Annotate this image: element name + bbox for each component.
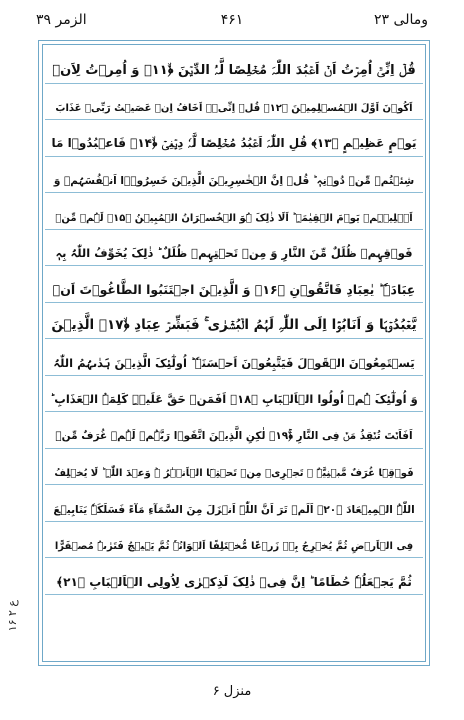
verse-line-text: شِئۡتُمۡ مِّنۡ دُوۡنِہٖ ؕ قُلۡ اِنَّ الۡخٰسِرِیۡنَ الَّذِیۡنَ خَسِرُوۡۤا اَنۡفُسَہُمۡ وَ: [53, 175, 415, 187]
verse-line-text: یَّعۡبُدُوۡہَا وَ اَنَابُوۡۤا اِلَی اللّٰہِ لَہُمُ الۡبُشۡرٰی ۚ فَبَشِّرۡ عِبَادِ ﴿ۙ۱۷﴾ الَّذِیۡنَ: [51, 317, 417, 333]
verse-line: [45, 558, 423, 595]
manzil-label: منزل ۶: [212, 684, 252, 699]
page-header: [0, 0, 464, 40]
verse-line: [45, 193, 423, 230]
verse-line: [45, 84, 423, 121]
verse-line: [45, 485, 423, 522]
verse-line: [45, 47, 423, 84]
verse-line-text: فَوۡقِہِمۡ ظُلَلٌ مِّنَ النَّارِ وَ مِنۡ تَحۡتِہِمۡ ظُلَلٌ ؕ ذٰلِکَ یُخَوِّفُ اللّٰہُ بِہٖ: [55, 246, 413, 260]
verse-line-text: عِبَادَہٗ ؕ یٰعِبَادِ فَاتَّقُوۡنِ ﴿۱۶﴾ وَ الَّذِیۡنَ اجۡتَنَبُوا الطَّاغُوۡتَ اَنۡ: [52, 281, 416, 297]
verse-line-text: اَہۡلِیۡہِمۡ یَوۡمَ الۡقِیٰمَۃِ ؕ اَلَا ذٰلِکَ ہُوَ الۡخُسۡرَانُ الۡمُبِیۡنُ ﴿۱۵﴾ لَہُمۡ مِّنۡ: [55, 212, 413, 224]
verse-line-text: یَسۡتَمِعُوۡنَ الۡقَوۡلَ فَیَتَّبِعُوۡنَ اَحۡسَنَہٗ ؕ اُولٰٓئِکَ الَّذِیۡنَ ہَدٰىہُمُ اللّٰہُ: [53, 355, 415, 370]
text-frame: [38, 40, 430, 666]
verse-line: [45, 412, 423, 449]
verse-line-text: اللّٰہُ الۡمِیۡعَادَ ﴿۲۰﴾ اَلَمۡ تَرَ اَنَّ اللّٰہَ اَنۡزَلَ مِنَ السَّمَآءِ مَآءً فَسَلَکَہٗ یَنَابِیۡعَ: [53, 503, 415, 516]
verse-lines: [45, 47, 423, 595]
verse-line-text: قُلۡ اِنِّیۡۤ اُمِرۡتُ اَنۡ اَعۡبُدَ اللّٰہَ مُخۡلِصًا لَّہُ الدِّیۡنَ ﴿ۙ۱۱﴾ وَ اُمِرۡتُ لِاَنۡ: [52, 62, 416, 78]
verse-line: [45, 449, 423, 486]
verse-line-text: وَ اُولٰٓئِکَ ہُمۡ اُولُوا الۡاَلۡبَابِ ﴿۱۸﴾ اَفَمَنۡ حَقَّ عَلَیۡہِ کَلِمَۃُ الۡعَذَابِ ؕ: [50, 392, 418, 406]
ruku-margin-note: ع ۲ ۱۶: [6, 600, 19, 632]
verse-line-text: ثُمَّ یَجۡعَلُہٗ حُطَامًا ؕ اِنَّ فِیۡ ذٰلِکَ لَذِکۡرٰی لِاُولِی الۡاَلۡبَابِ ﴿۲۱﴾: [56, 574, 412, 589]
verse-line-text: فِی الۡاَرۡضِ ثُمَّ یُخۡرِجُ بِہٖ زَرۡعًا مُّخۡتَلِفًا اَلۡوَانُہٗ ثُمَّ یَہِیۡجُ فَتَرٰىہُ مُصۡفَرًّا: [54, 541, 414, 552]
verse-line-text: یَوۡمٍ عَظِیۡمٍ ﴿۱۳﴾ قُلِ اللّٰہَ اَعۡبُدُ مُخۡلِصًا لَّہٗ دِیۡنِیۡ ﴿ۙ۱۴﴾ فَاعۡبُدُوۡا مَا: [51, 135, 417, 150]
juz-label: ومالی ۲۳: [374, 12, 428, 28]
verse-line: [45, 120, 423, 157]
verse-line: [45, 230, 423, 267]
verse-line: [45, 339, 423, 376]
verse-line: [45, 266, 423, 303]
verse-line-text: اَکُوۡنَ اَوَّلَ الۡمُسۡلِمِیۡنَ ﴿۱۲﴾ قُلۡ اِنِّیۡۤ اَخَافُ اِنۡ عَصَیۡتُ رَبِّیۡ عَذَابَ: [55, 103, 413, 114]
page-number: ۴۶۱: [220, 12, 244, 28]
verse-line: [45, 522, 423, 559]
verse-line: [45, 303, 423, 340]
verse-line: [45, 157, 423, 194]
verse-line: [45, 376, 423, 413]
verse-line-text: فَوۡقِہَا غُرَفٌ مَّبۡنِیَّۃٌ ۙ تَجۡرِیۡ مِنۡ تَحۡتِہَا الۡاَنۡہٰرُ ۬ؕ وَعۡدَ اللّٰہِ ؕ لَا یُخۡلِفُ: [54, 468, 414, 479]
verse-line-text: اَفَاَنۡتَ تُنۡقِذُ مَنۡ فِی النَّارِ ﴿ۚ۱۹﴾ لٰکِنِ الَّذِیۡنَ اتَّقَوۡا رَبَّہُمۡ لَہُمۡ غُرَفٌ مِّنۡ: [55, 429, 413, 442]
surah-label: الزمر ۳۹: [36, 12, 87, 28]
